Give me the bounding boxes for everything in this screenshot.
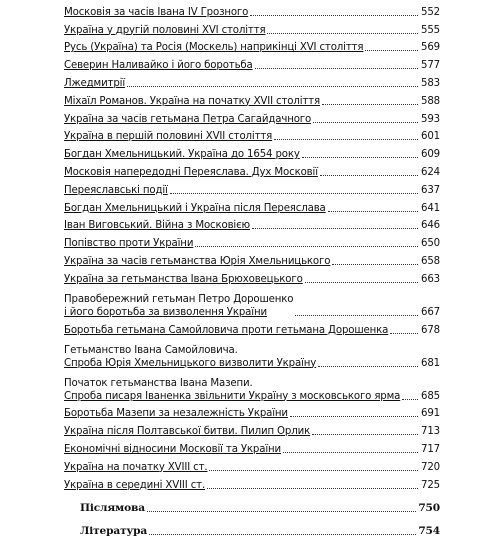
toc-entry-title: Лжедмитрії (64, 77, 126, 89)
toc-entry-page: 720 (421, 461, 440, 473)
toc-entry-page: 593 (421, 113, 440, 125)
toc-entry-title: Богдан Хмельницький. Україна до 1654 року (64, 149, 300, 161)
toc-entry-title: Попівство проти України (64, 238, 194, 250)
toc-entry[interactable] (64, 403, 440, 421)
dot-leader (250, 15, 418, 16)
toc-entry-page: 685 (421, 390, 440, 402)
dot-leader (390, 333, 418, 334)
toc-entry[interactable] (64, 232, 440, 250)
toc-entry-title: Україна за гетьманства Івана Брюховецького (64, 273, 303, 285)
toc-entry-page: 588 (421, 95, 440, 107)
toc-entry[interactable] (64, 143, 440, 161)
toc-entry[interactable] (64, 1, 440, 19)
dot-leader (267, 33, 418, 34)
dot-leader (305, 282, 418, 283)
toc-entry[interactable] (64, 250, 440, 268)
dot-leader (255, 68, 418, 69)
toc-entry-title: Московія за часів Івана IV Грозного (64, 6, 249, 18)
toc-entry-title: Богдан Хмельницький і Україна після Переяслава (64, 202, 326, 214)
toc-entry-title: Україна у другій половині XVI століття (64, 24, 266, 36)
toc-entry-title: Іван Виговський. Війна з Московією (64, 220, 250, 232)
toc-entry-title: Україна в середині XVIII ст. (64, 479, 206, 491)
toc-entry[interactable] (64, 286, 440, 319)
dot-leader (149, 534, 416, 535)
toc-entry-title-line-1: Гетьманство Івана Самойловича. (64, 344, 238, 356)
dot-leader (274, 139, 418, 140)
toc-entry-page: 624 (421, 166, 440, 178)
toc-entry[interactable] (64, 19, 440, 37)
dot-leader (318, 366, 418, 367)
dot-leader (312, 434, 418, 435)
toc-entry-page: 667 (421, 306, 440, 318)
toc-entry[interactable] (64, 456, 440, 474)
dot-leader (127, 86, 418, 87)
toc-entry-title: Україна за часів гетьмана Петра Сагайдачного (64, 113, 312, 125)
toc-entry-page: 725 (421, 479, 440, 491)
dot-leader (252, 228, 418, 229)
toc-section-afterword[interactable] (64, 492, 440, 515)
toc-entry-title: Україна за часів гетьманства Юрія Хмельницького (64, 255, 331, 267)
toc-entry[interactable] (64, 54, 440, 72)
toc-entry-page: 681 (421, 357, 440, 369)
toc-entry-title: Україна на початку XVIII ст. (64, 461, 208, 473)
toc-section-page: 754 (418, 524, 440, 537)
toc-entry[interactable] (64, 90, 440, 108)
toc-section-literature[interactable] (64, 515, 440, 538)
toc-entry[interactable] (64, 72, 440, 90)
toc-entry-title: Московія напередодні Переяслава. Дух Московії (64, 166, 318, 178)
toc-entry-page: 663 (421, 273, 440, 285)
toc-entry-title-line-1: Правобережний гетьман Петро Дорошенко (64, 293, 294, 305)
toc-entry[interactable] (64, 420, 440, 438)
toc-entry-title: Переяславські події (64, 184, 168, 196)
toc-entry-page: 601 (421, 131, 440, 143)
toc-entry-page: 658 (421, 255, 440, 267)
toc-section-title: Література (80, 524, 148, 537)
toc-entry-title: Україна в першій половині XVII століття (64, 131, 273, 143)
toc-entry-title-line-2: і його боротьба за визволення України (64, 306, 267, 318)
toc-entry-page: 646 (421, 220, 440, 232)
toc-entry-page: 641 (421, 202, 440, 214)
dot-leader (402, 399, 418, 400)
dot-leader (207, 488, 418, 489)
dot-leader (295, 315, 418, 316)
toc-entry[interactable] (64, 438, 440, 456)
toc-entry-title: Северин Наливайко і його боротьба (64, 60, 253, 72)
toc-entry-page: 569 (421, 42, 440, 54)
dot-leader (328, 211, 418, 212)
toc-entry[interactable] (64, 161, 440, 179)
toc-entry-page: 691 (421, 408, 440, 420)
dot-leader (332, 264, 418, 265)
dot-leader (322, 104, 418, 105)
table-of-contents (64, 1, 440, 538)
toc-entry-title: Боротьба гетьмана Самойловича проти гетьмана Дорошенка (64, 324, 389, 336)
toc-entry[interactable] (64, 319, 440, 337)
toc-entry[interactable] (64, 337, 440, 370)
toc-entry-page: 713 (421, 426, 440, 438)
toc-entry-page: 678 (421, 324, 440, 336)
dot-leader (283, 452, 418, 453)
dot-leader (147, 511, 416, 512)
dot-leader (365, 50, 418, 51)
toc-entry-title: Україна після Полтавської битви. Пилип Орлик (64, 426, 311, 438)
dot-leader (313, 122, 418, 123)
dot-leader (290, 416, 418, 417)
toc-entry-title: Економічні відносини Московії та України (64, 443, 282, 455)
toc-entry[interactable] (64, 370, 440, 403)
dot-leader (209, 470, 418, 471)
toc-entry-title: Міхаїл Романов. Україна на початку XVII століття (64, 95, 320, 107)
toc-entry[interactable] (64, 108, 440, 126)
toc-entry[interactable] (64, 179, 440, 197)
toc-entry-title: Боротьба Мазепи за незалежність України (64, 408, 288, 420)
toc-entry[interactable] (64, 215, 440, 233)
toc-entry[interactable] (64, 37, 440, 55)
toc-entry-page: 555 (421, 24, 440, 36)
toc-section-page: 750 (418, 501, 440, 514)
toc-entry-title-line-2: Спроба писаря Іваненка звільнити Україну з московського ярма (64, 390, 401, 402)
toc-entry-page: 583 (421, 77, 440, 89)
toc-entry-title-line-1: Початок гетьманства Івана Мазепи. (64, 377, 253, 389)
toc-entry-page: 609 (421, 149, 440, 161)
dot-leader (170, 193, 418, 194)
toc-entry-page: 717 (421, 443, 440, 455)
toc-entry-title-line-2: Спроба Юрія Хмельницького визволити Україну (64, 357, 317, 369)
toc-entry-page: 552 (421, 6, 440, 18)
toc-entry-page: 577 (421, 60, 440, 72)
toc-entry[interactable] (64, 197, 440, 215)
toc-entry[interactable] (64, 474, 440, 492)
toc-entry-page: 637 (421, 184, 440, 196)
toc-section-title: Післямова (80, 501, 145, 514)
dot-leader (302, 157, 418, 158)
dot-leader (195, 246, 418, 247)
dot-leader (320, 175, 418, 176)
toc-entry-page: 650 (421, 238, 440, 250)
toc-entry[interactable] (64, 268, 440, 286)
toc-entry-title: Русь (Україна) та Росія (Москель) наприкінці XVI століття (64, 42, 364, 54)
toc-entry[interactable] (64, 126, 440, 144)
